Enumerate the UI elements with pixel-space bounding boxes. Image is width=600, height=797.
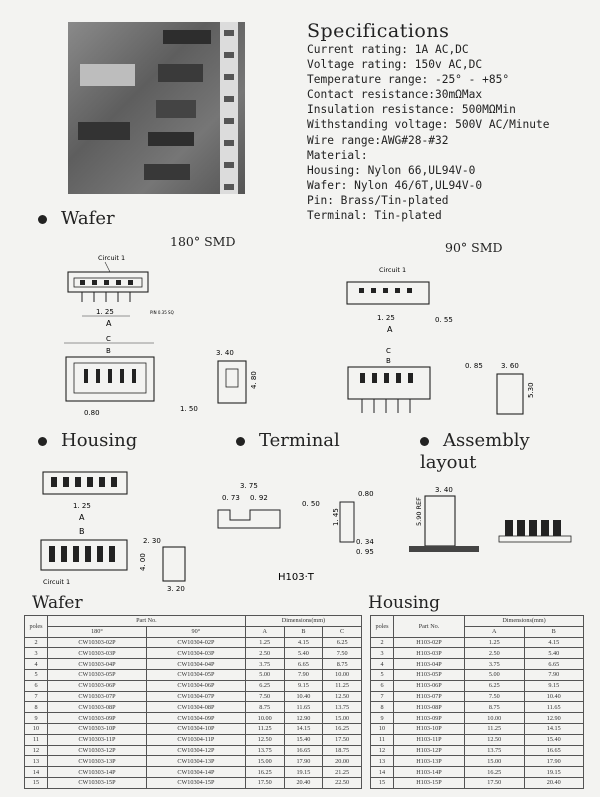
table-cell: 5	[371, 669, 394, 680]
product-photo	[68, 22, 245, 194]
table-cell: H103-05P	[394, 669, 465, 680]
header-part-no: Part No.	[48, 616, 246, 627]
table-cell: 10.40	[284, 691, 323, 702]
table-cell: 16.25	[245, 767, 284, 778]
spec-temperature-range: Temperature range: -25° - +85°	[307, 73, 510, 87]
table-cell: 2.50	[465, 648, 524, 659]
dim-375-label: 3. 75	[240, 482, 258, 490]
table-cell: 19.15	[284, 767, 323, 778]
dim-400-label: 4. 00	[139, 553, 147, 571]
table-cell: 3.75	[465, 659, 524, 670]
table-row	[25, 756, 362, 767]
table-cell: CW10303-10P	[48, 723, 147, 734]
table-cell: CW10304-04P	[146, 659, 245, 670]
table-cell: 15.40	[284, 734, 323, 745]
wafer-180-top-drawing	[58, 333, 168, 418]
table-row	[25, 745, 362, 756]
table-row	[371, 637, 584, 648]
table-cell: 16.25	[323, 723, 362, 734]
table-cell: 2	[371, 637, 394, 648]
dim-320-label: 3. 20	[167, 585, 185, 593]
table-cell: CW10304-08P	[146, 702, 245, 713]
dim-a-label: A	[106, 319, 112, 328]
table-cell: CW10304-13P	[146, 756, 245, 767]
table-cell: H103-02P	[394, 637, 465, 648]
table-header-row	[371, 616, 584, 627]
table-row	[371, 713, 584, 724]
spec-material: Material:	[307, 148, 368, 162]
table-cell: 5.00	[465, 669, 524, 680]
table-row	[25, 659, 362, 670]
table-row	[25, 767, 362, 778]
wafer-table-title: Wafer	[32, 593, 83, 613]
table-cell: 20.40	[284, 777, 323, 788]
table-cell: 5.40	[284, 648, 323, 659]
table-row	[371, 777, 584, 788]
table-cell: H103-08P	[394, 702, 465, 713]
table-cell: 13.75	[465, 745, 524, 756]
table-row	[25, 669, 362, 680]
terminal-heading: Terminal	[236, 430, 340, 451]
table-cell: CW10304-05P	[146, 669, 245, 680]
table-cell: 14.15	[524, 723, 584, 734]
bullet-icon	[38, 215, 47, 224]
table-row	[371, 648, 584, 659]
table-cell: 10	[371, 723, 394, 734]
dim-pitch-label: 1. 25	[377, 314, 395, 322]
circuit-1-label: Circuit 1	[98, 254, 126, 262]
table-cell: 7.50	[323, 648, 362, 659]
table-cell: 14	[25, 767, 48, 778]
table-cell: 7.50	[245, 691, 284, 702]
table-row	[371, 767, 584, 778]
dim-a-label: A	[387, 325, 393, 334]
table-cell: CW10303-05P	[48, 669, 147, 680]
table-cell: 6.25	[323, 637, 362, 648]
table-cell: CW10304-02P	[146, 637, 245, 648]
table-cell: 13.75	[323, 702, 362, 713]
table-cell: CW10303-14P	[48, 767, 147, 778]
header-180: 180°	[48, 626, 147, 637]
spec-withstanding-voltage: Withstanding voltage: 500V AC/Minute	[307, 118, 550, 132]
table-row	[371, 680, 584, 691]
specifications-list	[307, 42, 549, 223]
table-cell: 10.00	[465, 713, 524, 724]
table-cell: 8.75	[245, 702, 284, 713]
smd-180-heading: 180° SMD	[170, 234, 236, 249]
table-cell: 8.75	[465, 702, 524, 713]
table-header-row	[25, 626, 362, 637]
table-cell: 11	[371, 734, 394, 745]
table-row	[25, 691, 362, 702]
table-cell: 15.40	[524, 734, 584, 745]
table-cell: 20.00	[323, 756, 362, 767]
table-cell: 12.90	[524, 713, 584, 724]
table-cell: 9	[25, 713, 48, 724]
table-cell: CW10304-14P	[146, 767, 245, 778]
dim-050-label: 0. 50	[302, 500, 320, 508]
dim-055-label: 0. 55	[435, 316, 453, 324]
header-poles: poles	[371, 616, 394, 638]
circuit-1-label: Circuit 1	[43, 578, 71, 586]
table-cell: 11.25	[323, 680, 362, 691]
table-cell: CW10303-07P	[48, 691, 147, 702]
dim-085-label: 0. 85	[465, 362, 483, 370]
table-cell: 16.65	[524, 745, 584, 756]
housing-heading: Housing	[38, 430, 137, 451]
table-cell: 9.15	[284, 680, 323, 691]
table-cell: CW10303-13P	[48, 756, 147, 767]
dim-c-label: C	[106, 335, 111, 343]
dim-530-label: 5.30	[527, 382, 535, 398]
table-row	[371, 659, 584, 670]
table-cell: 13.75	[245, 745, 284, 756]
table-cell: 9.15	[524, 680, 584, 691]
table-cell: 11.65	[524, 702, 584, 713]
dim-034-label: 0. 34	[356, 538, 374, 546]
table-cell: 22.50	[323, 777, 362, 788]
header-c: C	[323, 626, 362, 637]
dim-b-label: B	[386, 357, 391, 365]
wafer-180-side-drawing	[180, 345, 265, 415]
table-cell: 7	[25, 691, 48, 702]
table-cell: 2.50	[245, 648, 284, 659]
housing-table-title: Housing	[368, 593, 441, 613]
table-cell: 7.90	[284, 669, 323, 680]
table-cell: 11.65	[284, 702, 323, 713]
table-cell: 12.50	[323, 691, 362, 702]
table-header-row	[25, 616, 362, 627]
table-row	[25, 777, 362, 788]
table-cell: 13	[371, 756, 394, 767]
table-cell: CW10304-03P	[146, 648, 245, 659]
table-cell: 11.25	[245, 723, 284, 734]
table-cell: 16.65	[284, 745, 323, 756]
header-b: B	[284, 626, 323, 637]
table-cell: 6.65	[284, 659, 323, 670]
table-row	[371, 669, 584, 680]
table-cell: CW10303-03P	[48, 648, 147, 659]
header-dimensions: Dimensions(mm)	[245, 616, 361, 627]
bullet-icon	[420, 437, 429, 446]
dim-360-label: 3. 60	[501, 362, 519, 370]
table-cell: 10.00	[323, 669, 362, 680]
table-cell: 17.50	[323, 734, 362, 745]
bullet-icon	[236, 437, 245, 446]
table-cell: 19.15	[524, 767, 584, 778]
spec-insulation-resistance: Insulation resistance: 500MΩMin	[307, 103, 516, 117]
dim-b-label: B	[106, 347, 111, 355]
dim-a-label: A	[79, 513, 85, 522]
table-cell: 1.25	[465, 637, 524, 648]
dim-145-label: 1. 45	[332, 508, 340, 526]
table-cell: 11	[25, 734, 48, 745]
table-cell: CW10303-09P	[48, 713, 147, 724]
table-cell: 4	[371, 659, 394, 670]
table-cell: 7	[371, 691, 394, 702]
dim-b-label: B	[79, 527, 85, 536]
terminal-drawing	[210, 480, 390, 590]
table-cell: CW10303-08P	[48, 702, 147, 713]
table-cell: 12.50	[245, 734, 284, 745]
wafer-180-front-drawing	[60, 250, 180, 330]
table-cell: CW10303-02P	[48, 637, 147, 648]
dim-073-label: 0. 73	[222, 494, 240, 502]
table-cell: 6	[371, 680, 394, 691]
table-cell: CW10303-04P	[48, 659, 147, 670]
table-cell: 5.00	[245, 669, 284, 680]
table-cell: 20.40	[524, 777, 584, 788]
spec-voltage-rating: Voltage rating: 150v AC,DC	[307, 58, 483, 72]
table-row	[371, 756, 584, 767]
table-cell: 18.75	[323, 745, 362, 756]
table-cell: 12.50	[465, 734, 524, 745]
table-cell: CW10304-15P	[146, 777, 245, 788]
spec-terminal-material: Terminal: Tin-plated	[307, 209, 442, 223]
wafer-90-top-drawing	[340, 343, 440, 418]
wafer-90-front-drawing	[335, 262, 485, 337]
table-cell: 7.50	[465, 691, 524, 702]
wafer-90-side-drawing	[465, 352, 545, 422]
table-cell: 9	[371, 713, 394, 724]
spec-wire-range: Wire range:AWG#28-#32	[307, 133, 449, 147]
table-row	[25, 723, 362, 734]
table-cell: 6.65	[524, 659, 584, 670]
table-row	[25, 680, 362, 691]
table-cell: 7.90	[524, 669, 584, 680]
table-cell: CW10304-06P	[146, 680, 245, 691]
spec-pin-material: Pin: Brass/Tin-plated	[307, 193, 449, 207]
table-cell: 10.00	[245, 713, 284, 724]
table-cell: 8	[25, 702, 48, 713]
wafer-table	[24, 615, 362, 789]
dim-pitch-label: 1. 25	[73, 502, 91, 510]
dim-080-label: 0.80	[358, 490, 374, 498]
table-cell: 3.75	[245, 659, 284, 670]
table-cell: CW10304-07P	[146, 691, 245, 702]
table-cell: 4.15	[524, 637, 584, 648]
table-cell: 4.15	[284, 637, 323, 648]
table-row	[25, 702, 362, 713]
table-cell: 21.25	[323, 767, 362, 778]
spec-wafer-material: Wafer: Nylon 46/6T,UL94V-0	[307, 178, 483, 192]
table-cell: 15	[25, 777, 48, 788]
table-cell: CW10303-15P	[48, 777, 147, 788]
dim-080-label: 0.80	[84, 409, 100, 417]
table-cell: 13	[25, 756, 48, 767]
table-cell: 16.25	[465, 767, 524, 778]
table-cell: H103-03P	[394, 648, 465, 659]
table-cell: 15.00	[465, 756, 524, 767]
table-cell: H103-14P	[394, 767, 465, 778]
table-cell: H103-12P	[394, 745, 465, 756]
circuit-1-label: Circuit 1	[379, 266, 407, 274]
pin-sq-label: PIN 0.35 SQ	[150, 310, 174, 315]
dim-590-label: 5.90 REF	[415, 497, 423, 526]
dim-150-label: 1. 50	[180, 405, 198, 413]
table-row	[371, 723, 584, 734]
table-row	[371, 691, 584, 702]
assembly-heading: Assembly layout	[420, 430, 530, 473]
table-cell: CW10304-10P	[146, 723, 245, 734]
table-cell: H103-10P	[394, 723, 465, 734]
table-cell: 6.25	[465, 680, 524, 691]
table-cell: 15.00	[323, 713, 362, 724]
assembly-drawing	[395, 482, 585, 582]
table-cell: 10.40	[524, 691, 584, 702]
table-cell: H103-13P	[394, 756, 465, 767]
terminal-part-label: H103·T	[278, 572, 314, 583]
table-cell: H103-06P	[394, 680, 465, 691]
table-cell: H103-11P	[394, 734, 465, 745]
table-row	[371, 734, 584, 745]
table-cell: H103-09P	[394, 713, 465, 724]
table-cell: 17.50	[245, 777, 284, 788]
table-cell: 12	[371, 745, 394, 756]
table-row	[25, 637, 362, 648]
table-cell: 6	[25, 680, 48, 691]
table-cell: CW10304-09P	[146, 713, 245, 724]
header-poles: poles	[25, 616, 48, 638]
header-a: A	[465, 626, 524, 637]
table-cell: CW10304-11P	[146, 734, 245, 745]
table-cell: 8	[371, 702, 394, 713]
spec-housing-material: Housing: Nylon 66,UL94V-0	[307, 163, 476, 177]
header-part-no: Part No.	[394, 616, 465, 638]
dim-340-label: 3. 40	[435, 486, 453, 494]
bullet-icon	[38, 437, 47, 446]
table-cell: 3	[25, 648, 48, 659]
housing-drawing	[35, 462, 145, 587]
table-cell: 5	[25, 669, 48, 680]
table-row	[371, 745, 584, 756]
table-cell: 4	[25, 659, 48, 670]
table-row	[371, 702, 584, 713]
dim-092-label: 0. 92	[250, 494, 268, 502]
table-cell: 5.40	[524, 648, 584, 659]
spec-current-rating: Current rating: 1A AC,DC	[307, 43, 469, 56]
housing-table	[370, 615, 584, 789]
table-cell: 1.25	[245, 637, 284, 648]
smd-90-heading: 90° SMD	[445, 240, 503, 255]
table-cell: 15.00	[245, 756, 284, 767]
table-cell: H103-07P	[394, 691, 465, 702]
table-cell: 8.75	[323, 659, 362, 670]
header-dimensions: Dimensions(mm)	[465, 616, 584, 627]
specifications-title: Specifications	[307, 20, 450, 42]
table-cell: 11.25	[465, 723, 524, 734]
table-cell: 12	[25, 745, 48, 756]
table-row	[25, 734, 362, 745]
table-cell: H103-15P	[394, 777, 465, 788]
table-cell: 17.90	[524, 756, 584, 767]
table-row	[25, 648, 362, 659]
table-cell: CW10303-11P	[48, 734, 147, 745]
table-cell: CW10304-12P	[146, 745, 245, 756]
dim-095-label: 0. 95	[356, 548, 374, 556]
dim-c-label: C	[386, 347, 391, 355]
wafer-heading: Wafer	[38, 208, 115, 229]
table-cell: 17.50	[465, 777, 524, 788]
table-cell: 6.25	[245, 680, 284, 691]
table-cell: 10	[25, 723, 48, 734]
spec-contact-resistance: Contact resistance:30mΩMax	[307, 88, 483, 102]
table-cell: 3	[371, 648, 394, 659]
dim-340-label: 3. 40	[216, 349, 234, 357]
table-cell: H103-04P	[394, 659, 465, 670]
housing-side-drawing	[135, 535, 195, 595]
table-cell: 12.90	[284, 713, 323, 724]
header-a: A	[245, 626, 284, 637]
header-b: B	[524, 626, 584, 637]
dim-230-label: 2. 30	[143, 537, 161, 545]
table-cell: 15	[371, 777, 394, 788]
table-cell: 14	[371, 767, 394, 778]
connector-samples-image	[68, 22, 245, 194]
table-cell: 2	[25, 637, 48, 648]
table-row	[25, 713, 362, 724]
dim-pitch-label: 1. 25	[96, 308, 114, 316]
table-cell: CW10303-12P	[48, 745, 147, 756]
header-90: 90°	[146, 626, 245, 637]
dim-480-label: 4. 80	[250, 371, 258, 389]
table-cell: 17.90	[284, 756, 323, 767]
table-cell: 14.15	[284, 723, 323, 734]
table-cell: CW10303-06P	[48, 680, 147, 691]
